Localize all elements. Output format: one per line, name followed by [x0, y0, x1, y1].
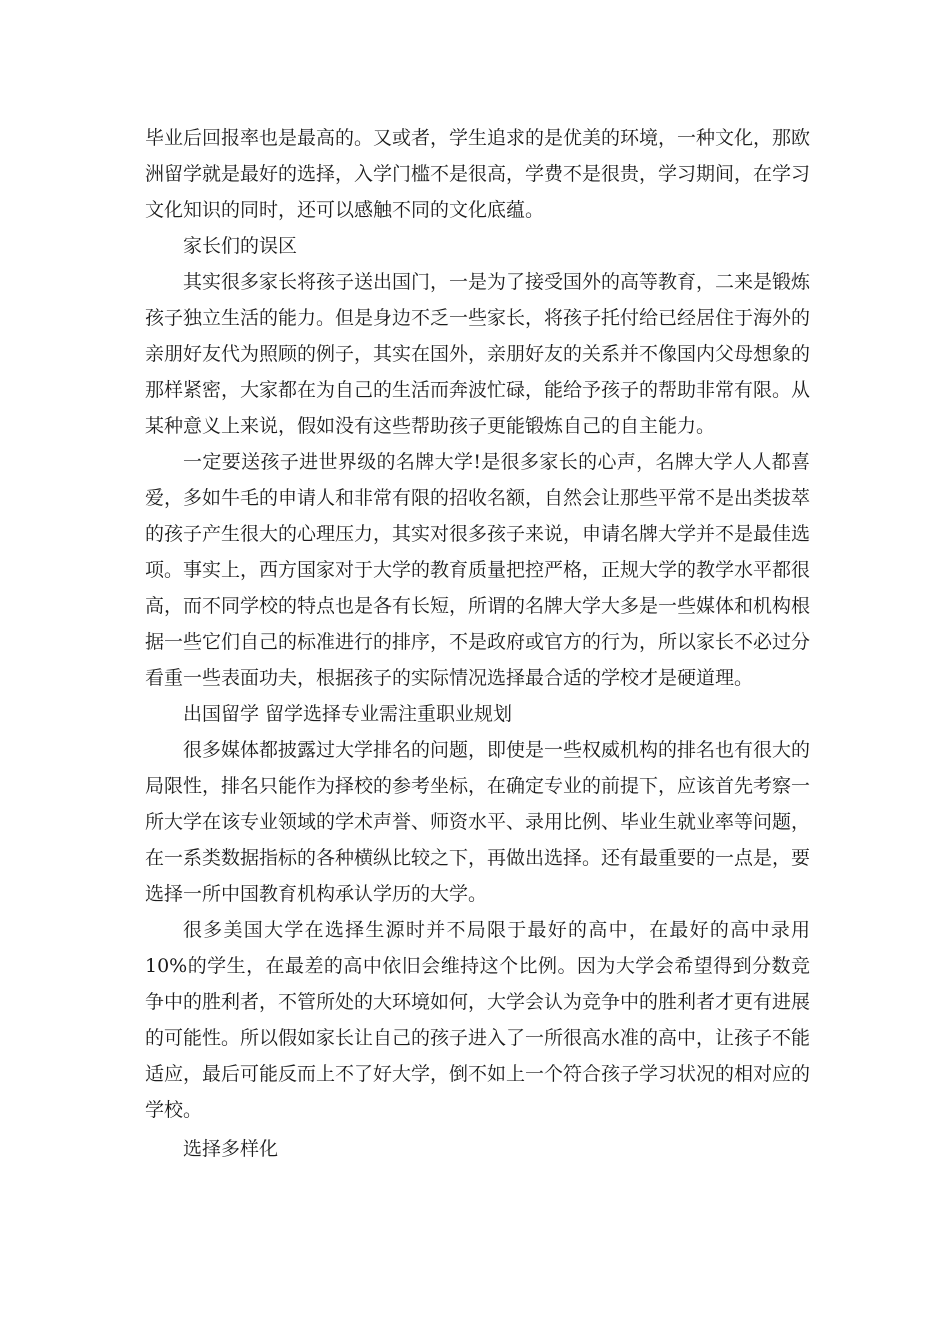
- document-body: [145, 120, 810, 1167]
- section-heading-career-planning: 出国留学 留学选择专业需注重职业规划: [183, 703, 513, 725]
- paragraph-continuation: 毕业后回报率也是最高的。又或者，学生追求的是优美的环境，一种文化，那欧洲留学就是最好的选择，入学门槛不是很高，学费不是很贵，学习期间，在学习文化知识的同时，还可以感触不同的文化底蕴。: [145, 127, 811, 221]
- paragraph: 很多媒体都披露过大学排名的问题，即使是一些权威机构的排名也有很大的局限性，排名只能作为择校的参考坐标，在确定专业的前提下，应该首先考察一所大学在该专业领域的学术声誉、师资水平、录用比例、毕业生就业率等问题，在一系类数据指标的各种横纵比较之下，再做出选择。还有最重要的一点是，要选择一所中国教育机构承认学历的大学。: [145, 739, 811, 905]
- section-heading-parents-misconceptions: 家长们的误区: [183, 235, 298, 257]
- paragraph: 很多美国大学在选择生源时并不局限于最好的高中，在最好的高中录用10%的学生，在最差的高中依旧会维持这个比例。因为大学会希望得到分数竞争中的胜利者，不管所处的大环境如何，大学会认为竞争中的胜利者才更有进展的可能性。所以假如家长让自己的孩子进入了一所很高水准的高中，让孩子不能适应，最后可能反而上不了好大学，倒不如上一个符合孩子学习状况的相对应的学校。: [145, 919, 811, 1121]
- paragraph: 其实很多家长将孩子送出国门，一是为了接受国外的高等教育，二来是锻炼孩子独立生活的能力。但是身边不乏一些家长，将孩子托付给已经居住于海外的亲朋好友代为照顾的例子，其实在国外，亲朋好友的关系并不像国内父母想象的那样紧密，大家都在为自己的生活而奔波忙碌，能给予孩子的帮助非常有限。从某种意义上来说，假如没有这些帮助孩子更能锻炼自己的自主能力。: [145, 271, 811, 437]
- paragraph: 一定要送孩子进世界级的名牌大学!是很多家长的心声，名牌大学人人都喜爱，多如牛毛的申请人和非常有限的招收名额，自然会让那些平常不是出类拔萃的孩子产生很大的心理压力，其实对很多孩子来说，申请名牌大学并不是最佳选项。事实上，西方国家对于大学的教育质量把控严格，正规大学的教学水平都很高，而不同学校的特点也是各有长短，所谓的名牌大学大多是一些媒体和机构根据一些它们自己的标准进行的排序，不是政府或官方的行为，所以家长不必过分看重一些表面功夫，根据孩子的实际情况选择最合适的学校才是硬道理。: [145, 451, 811, 689]
- section-heading-diversified-choice: 选择多样化: [183, 1138, 279, 1160]
